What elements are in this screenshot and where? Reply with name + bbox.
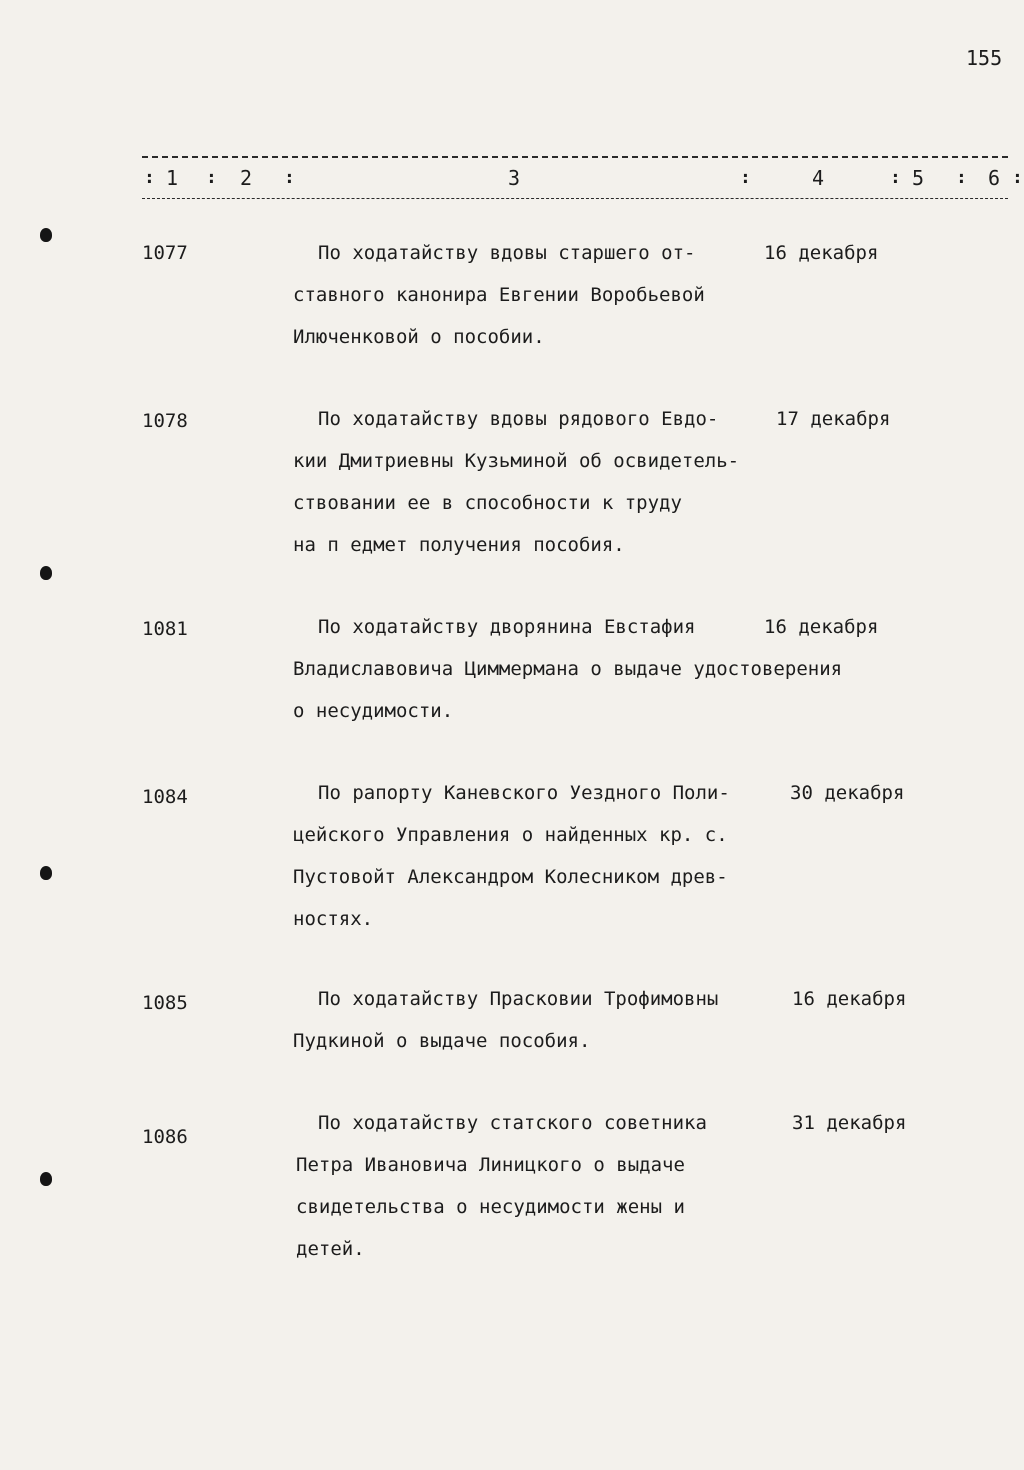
- page-number: 155: [966, 46, 1003, 70]
- column-separator: :: [284, 167, 295, 188]
- column-header-6: 6: [988, 166, 1001, 190]
- column-header-2: 2: [240, 166, 253, 190]
- column-header-4: 4: [812, 166, 825, 190]
- entry-text-line: цейского Управления о найденных кр. с.: [293, 824, 728, 846]
- column-separator: :: [740, 167, 751, 188]
- entry-text-line: Пудкиной о выдаче пособия.: [293, 1030, 591, 1052]
- binding-hole-mark: [40, 866, 52, 880]
- entry-date: 16 декабря: [764, 616, 879, 638]
- entry-number: 1084: [142, 786, 188, 808]
- entry-text-line: ностях.: [293, 908, 374, 930]
- entry-number: 1081: [142, 618, 188, 640]
- entry-text-line: кии Дмитриевны Кузьминой об освидетель-: [293, 450, 740, 472]
- entry-text-line: ствовании ее в способности к труду: [293, 492, 682, 514]
- column-header-5: 5: [912, 166, 925, 190]
- entry-text-line: По ходатайству дворянина Евстафия: [318, 616, 696, 638]
- binding-hole-mark: [40, 228, 52, 242]
- header-rule-bottom: [142, 198, 1008, 199]
- entry-text-line: Владиславовича Циммермана о выдаче удостоверения: [293, 658, 843, 680]
- entry-text-line: По ходатайству вдовы рядового Евдо-: [318, 408, 719, 430]
- header-rule-top: [142, 156, 1008, 158]
- binding-hole-mark: [40, 566, 52, 580]
- entry-text-line: ставного канонира Евгении Воробьевой: [293, 284, 705, 306]
- column-header-1: 1: [166, 166, 179, 190]
- column-header-3: 3: [508, 166, 521, 190]
- entry-number: 1086: [142, 1126, 188, 1148]
- entry-number: 1077: [142, 242, 188, 264]
- entry-date: 30 декабря: [790, 782, 905, 804]
- binding-hole-mark: [40, 1172, 52, 1186]
- entry-text-line: По ходатайству статского советника: [318, 1112, 707, 1134]
- entry-date: 17 декабря: [776, 408, 891, 430]
- entry-number: 1078: [142, 410, 188, 432]
- entry-text-line: Пустовойт Александром Колесником древ-: [293, 866, 728, 888]
- entry-date: 16 декабря: [792, 988, 907, 1010]
- column-separator: :: [1012, 167, 1023, 188]
- column-separator: :: [206, 167, 217, 188]
- entry-text-line: детей.: [296, 1238, 365, 1260]
- entry-text-line: По ходатайству вдовы старшего от-: [318, 242, 696, 264]
- entry-text-line: Петра Ивановича Линицкого о выдаче: [296, 1154, 685, 1176]
- column-separator: :: [890, 167, 901, 188]
- entry-date: 31 декабря: [792, 1112, 907, 1134]
- entry-text-line: По ходатайству Прасковии Трофимовны: [318, 988, 719, 1010]
- entry-text-line: о несудимости.: [293, 700, 454, 722]
- entry-text-line: Илюченковой о пособии.: [293, 326, 545, 348]
- entry-date: 16 декабря: [764, 242, 879, 264]
- column-separator: :: [956, 167, 967, 188]
- entry-number: 1085: [142, 992, 188, 1014]
- entry-text-line: свидетельства о несудимости жены и: [296, 1196, 685, 1218]
- entry-text-line: на п едмет получения пособия.: [293, 534, 625, 556]
- column-separator: :: [144, 167, 155, 188]
- entry-text-line: По рапорту Каневского Уездного Поли-: [318, 782, 730, 804]
